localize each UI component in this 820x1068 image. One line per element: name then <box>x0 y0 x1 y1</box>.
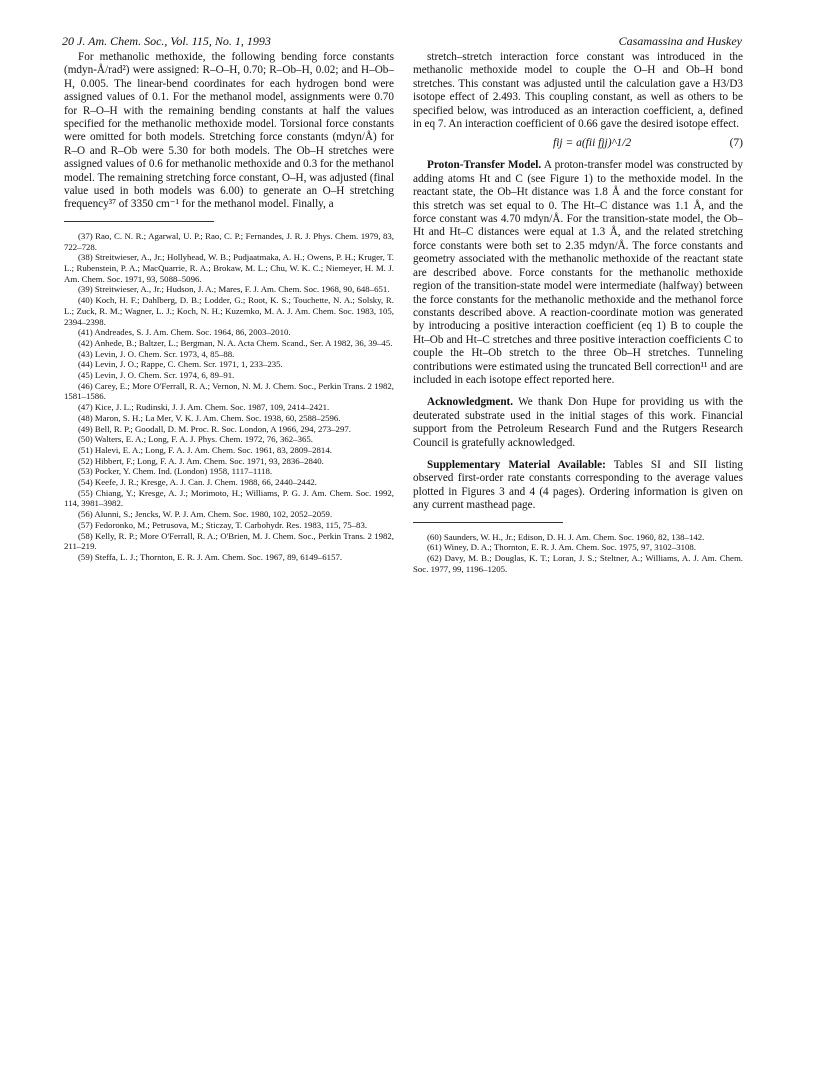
reference-item: (38) Streitwieser, A., Jr.; Hollyhead, W. B.; Pudjaatmaka, A. H.; Owens, P. H.; Kruger, T. L.; Rubenstein, P. A.; MacQuarrie, R. A.; Brokaw, M. L.; Chu, W. K. C.; Niemeyer, H. M. J. Am. Chem. Soc. 1971, 93, 5088–5096. <box>64 252 394 284</box>
equation-number: (7) <box>729 137 743 150</box>
left-column <box>64 51 394 563</box>
footnote-rule-right <box>413 522 563 523</box>
reference-item: (39) Streitwieser, A., Jr.; Hudson, J. A.; Mares, F. J. Am. Chem. Soc. 1968, 90, 648–651. <box>78 284 390 295</box>
reference-item: (46) Carey, E.; More O'Ferrall, R. A.; Vernon, N. M. J. Chem. Soc., Perkin Trans. 2 1982, 1581–1586. <box>64 380 394 402</box>
acknowledgment-text: We thank Don Hupe for providing us with the deuterated substrate used in the initial stages of this work. Financial support from the Petroleum Research Fund and the Rutgers Research Council is gratefully acknowledged. <box>413 396 743 449</box>
reference-item: (42) Anhede, B.; Baltzer, L.; Bergman, N. A. Acta Chem. Scand., Ser. A 1982, 36, 39–45. <box>78 337 393 348</box>
reference-item: (44) Levin, J. O.; Rappe, C. Chem. Scr. 1971, 1, 233–235. <box>78 359 283 370</box>
supplementary-text: Tables SI and SII listing observed first-order rate constants corresponding to the average values plotted in Figures 3 and 4 (4 pages). Ordering information is given on any current masthead page. <box>413 458 743 512</box>
reference-item: (37) Rao, C. N. R.; Agarwal, U. P.; Rao, C. P.; Fernandes, J. R. J. Phys. Chem. 1979, 83, 722–728. <box>64 230 394 252</box>
proton-transfer-paragraph <box>413 159 743 387</box>
reference-item: (57) Fedoronko, M.; Petrusova, M.; Sticzay, T. Carbohydr. Res. 1983, 115, 75–83. <box>78 519 368 530</box>
running-header <box>62 34 742 50</box>
reference-item: (60) Saunders, W. H., Jr.; Edison, D. H. J. Am. Chem. Soc. 1960, 82, 138–142. <box>427 531 705 542</box>
reference-item: (56) Alunni, S.; Jencks, W. P. J. Am. Chem. Soc. 1980, 102, 2052–2059. <box>78 509 333 520</box>
reference-item: (62) Davy, M. B.; Douglas, K. T.; Loran, J. S.; Steltner, A.; Williams, A. J. Am. Chem. Soc. 1977, 99, 1196–1205. <box>413 553 743 574</box>
supplementary-heading: Supplementary Material Available: <box>427 458 606 471</box>
reference-item: (47) Kice, J. L.; Rudinski, J. J. Am. Chem. Soc. 1987, 109, 2414–2421. <box>78 402 330 413</box>
reference-item: (53) Pocker, Y. Chem. Ind. (London) 1958, 1117–1118. <box>78 466 273 477</box>
proton-transfer-heading: Proton-Transfer Model. <box>427 159 542 172</box>
reference-item: (45) Levin, J. O. Chem. Scr. 1974, 6, 89–91. <box>78 370 235 381</box>
reference-item: (49) Bell, R. P.; Goodall, D. M. Proc. R. Soc. London, A 1966, 294, 273–297. <box>78 423 351 434</box>
right-column <box>413 51 743 574</box>
reference-item: (54) Keefe, J. R.; Kresge, A. J. Can. J. Chem. 1988, 66, 2440–2442. <box>78 477 317 488</box>
header-journal-citation: 20 J. Am. Chem. Soc., Vol. 115, No. 1, 1993 <box>62 34 271 48</box>
reference-list-right <box>413 532 743 575</box>
acknowledgment-heading: Acknowledgment. <box>427 396 514 409</box>
equation-expression: fij = a(fii fjj)^1/2 <box>553 137 632 150</box>
acknowledgment-paragraph <box>413 396 743 450</box>
body-paragraph-force-constants: For methanolic methoxide, the following bending force constants (mdyn-Å/rad²) were assigned: R–O–H, 0.70; R–Ob–H, 0.02; and H–Ob–H, 0.005. The linear-bend coordinates for each hydrogen bond were assigned values of 0.1. For the methanol model, assignments were 0.70 for R–O–H with the remaining bending constants at half the values specified for the methanolic methoxide model. Torsional force constants were omitted for both models. Stretching force constants (mdyn/Å) for R–O and R–Ob were 5.30 for both models. The Ob–H stretches were assigned values of 0.6 for methanolic methoxide and 0.3 for the methanol model. The remaining stretching force constant, O–H, was adjusted (final value used in both models was 6.00) to generate an O–H stretching frequency³⁷ of 3350 cm⁻¹ for the methanol model. Finally, a <box>64 51 394 211</box>
reference-item: (61) Winey, D. A.; Thornton, E. R. J. Am. Chem. Soc. 1975, 97, 3102–3108. <box>427 542 697 553</box>
footnote-rule <box>64 221 214 222</box>
header-authors: Casamassina and Huskey <box>618 34 742 48</box>
reference-item: (59) Steffa, L. J.; Thornton, E. R. J. Am. Chem. Soc. 1967, 89, 6149–6157. <box>78 551 343 562</box>
equation-7 <box>413 136 743 154</box>
reference-item: (51) Halevi, E. A.; Long, F. A. J. Am. Chem. Soc. 1961, 83, 2809–2814. <box>78 444 332 455</box>
reference-item: (40) Koch, H. F.; Dahlberg, D. B.; Lodder, G.; Root, K. S.; Touchette, N. A.; Solsky, R. L.; Zuck, R. M.; Wagner, L. J.; Koch, N. H.; Kuzemko, M. A. J. Am. Chem. Soc. 1983, 105, 2394–2398. <box>64 295 394 327</box>
supplementary-paragraph <box>413 459 743 513</box>
reference-item: (55) Chiang, Y.; Kresge, A. J.; Morimoto, H.; Williams, P. G. J. Am. Chem. Soc. 1992, 114, 3981–3982. <box>64 487 394 509</box>
reference-item: (48) Maron, S. H.; La Mer, V. K. J. Am. Chem. Soc. 1938, 60, 2588–2596. <box>78 412 341 423</box>
reference-item: (43) Levin, J. O. Chem. Scr. 1973, 4, 85–88. <box>78 348 235 359</box>
proton-transfer-text: A proton-transfer model was constructed by adding atoms Ht and C (see Figure 1) to the methoxide model. In the reactant state, the Ob–Ht distance was 1.8 Å and the force constant for this stretch was set equal to 0. The Ht–C distance was 1.1 Å, and the force constant was 4.70 mdyn/Å. For the transition-state model, the Ob–Ht and Ht–C distances were equal at 1.3 Å, and the related stretching force constants were both set to 2.35 mdyn/Å. The force constants and geometry associated with the methanolic methoxide of the reactant state are described above. Force constants for the methanolic methoxide region of the transition-state model were intermediate (halfway) between the force constants for the methanolic methoxide and the methanol force constants described above. A reaction-coordinate motion was generated by introducing a positive interaction coefficient (eq 1) B to couple the Ht–Ob and Ht–C stretches and three positive interaction coefficients C to couple the Ht–Ob stretch to the three Ob–H stretches. Tunneling contributions were estimated using the truncated Bell correction¹¹ and are included in each isotope effect reported here. <box>413 159 743 386</box>
reference-item: (52) Hibbert, F.; Long, F. A. J. Am. Chem. Soc. 1971, 93, 2836–2840. <box>78 455 324 466</box>
reference-item: (58) Kelly, R. P.; More O'Ferrall, R. A.; O'Brien, M. J. Chem. Soc., Perkin Trans. 2 1982, 211–219. <box>64 530 394 552</box>
body-paragraph-interaction: stretch–stretch interaction force constant was introduced in the methanolic methoxide model to couple the O–H and Ob–H bond stretches. This constant was adjusted until the calculation gave a H3/D3 isotope effect of 2.493. This coupling constant, as well as others to be specified below, was introduced as an interaction coefficient, a, defined in eq 7. An interaction coefficient of 0.66 gave the desired isotope effect. <box>413 51 743 131</box>
reference-item: (41) Andreades, S. J. Am. Chem. Soc. 1964, 86, 2003–2010. <box>78 327 291 338</box>
reference-list-left <box>64 231 394 563</box>
reference-item: (50) Walters, E. A.; Long, F. A. J. Phys. Chem. 1972, 76, 362–365. <box>78 434 313 445</box>
